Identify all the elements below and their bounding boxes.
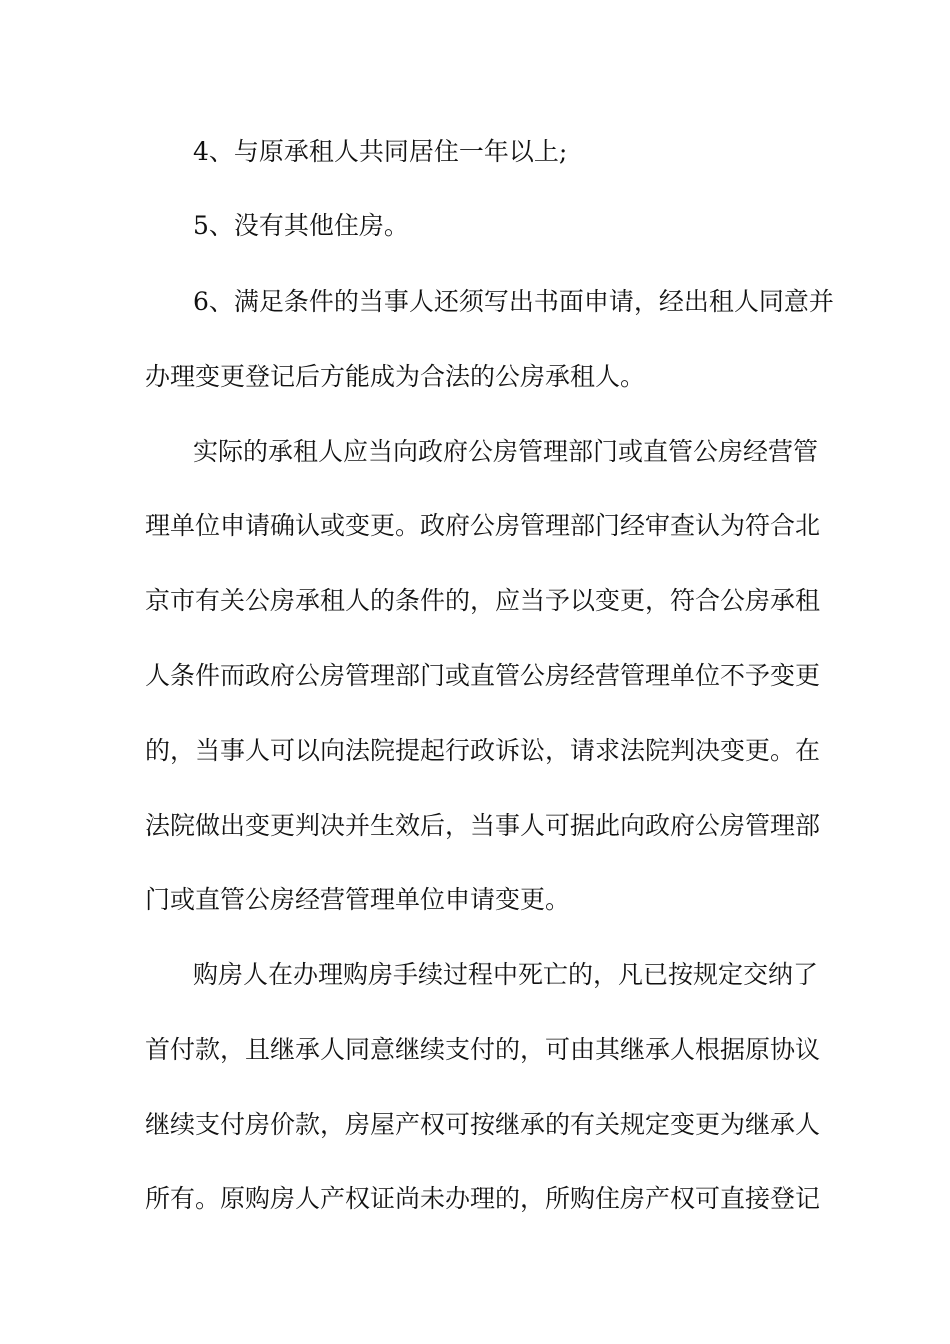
text-line-11: 门或直管公房经营管理单位申请变更。 xyxy=(145,885,571,914)
text-line-4: 办理变更登记后方能成为合法的公房承租人。 xyxy=(145,362,646,391)
text-line-14: 继续支付房价款，房屋产权可按继承的有关规定变更为继承人 xyxy=(145,1110,821,1139)
text-line-3: 6、满足条件的当事人还须写出书面申请，经出租人同意并 xyxy=(193,287,834,316)
text-line-15: 所有。原购房人产权证尚未办理的，所购住房产权可直接登记 xyxy=(145,1184,821,1213)
text-line-6: 理单位申请确认或变更。政府公房管理部门经审查认为符合北 xyxy=(145,511,821,540)
text-line-12: 购房人在办理购房手续过程中死亡的，凡已按规定交纳了 xyxy=(193,960,819,989)
text-line-13: 首付款，且继承人同意继续支付的，可由其继承人根据原协议 xyxy=(145,1035,821,1064)
text-line-2: 5、没有其他住房。 xyxy=(193,211,409,240)
text-line-7: 京市有关公房承租人的条件的，应当予以变更，符合公房承租 xyxy=(145,586,821,615)
text-line-5: 实际的承租人应当向政府公房管理部门或直管公房经营管 xyxy=(193,437,819,466)
text-line-9: 的，当事人可以向法院提起行政诉讼，请求法院判决变更。在 xyxy=(145,736,821,765)
text-line-10: 法院做出变更判决并生效后，当事人可据此向政府公房管理部 xyxy=(145,811,821,840)
text-line-8: 人条件而政府公房管理部门或直管公房经营管理单位不予变更 xyxy=(145,661,821,690)
text-line-1: 4、与原承租人共同居住一年以上; xyxy=(193,137,568,166)
